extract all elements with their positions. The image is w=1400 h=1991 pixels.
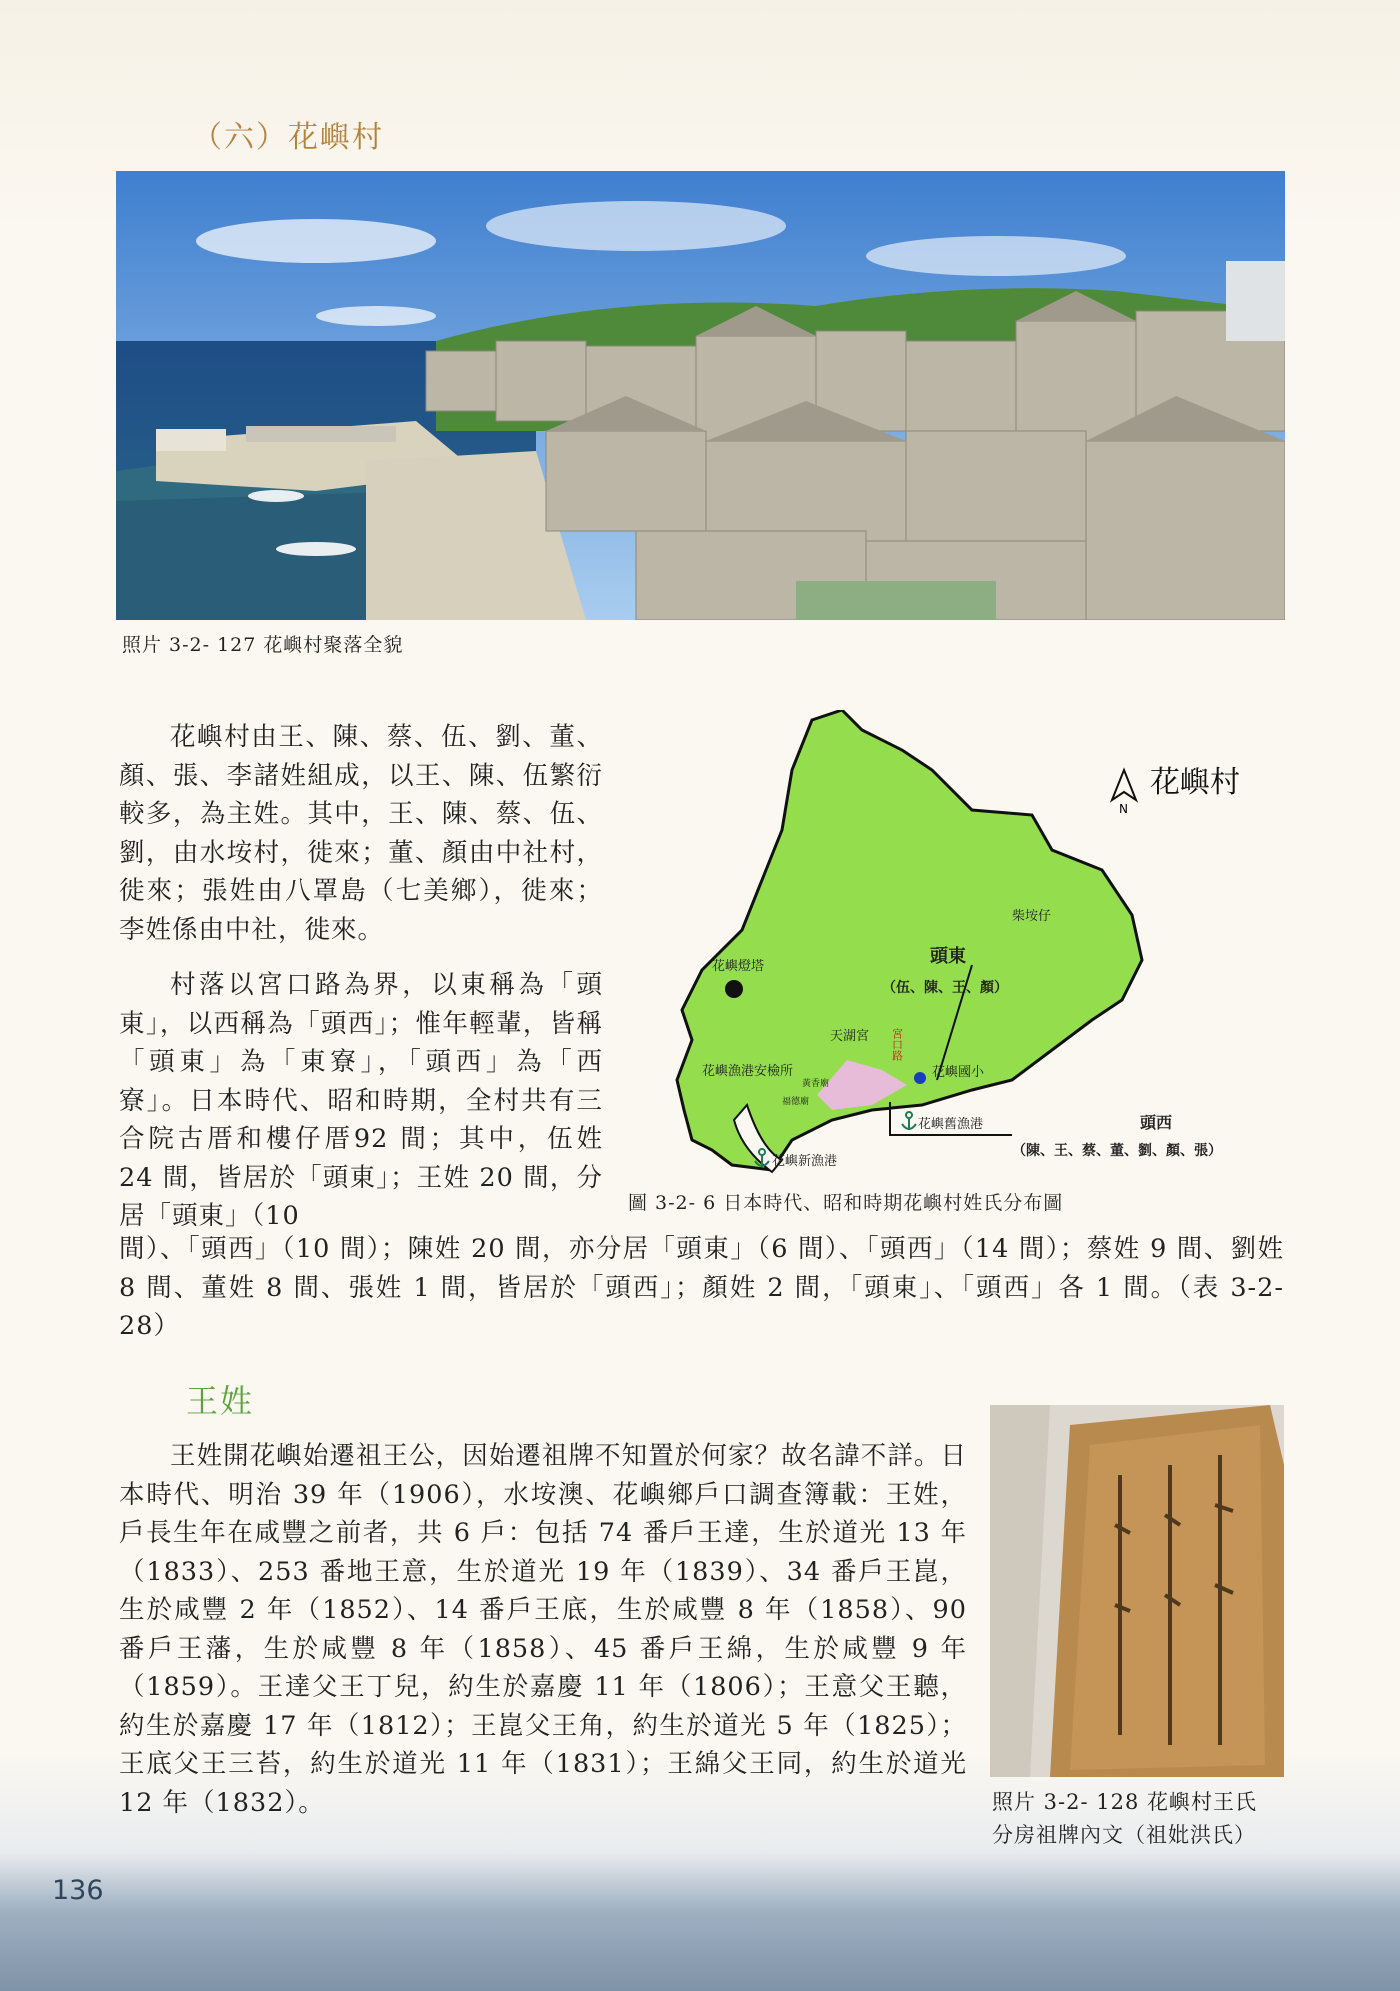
- label-tou-dong: 頭東: [930, 946, 966, 967]
- anchor-icon-old-port: [902, 1112, 916, 1130]
- page-number: 136: [52, 1875, 104, 1906]
- label-huangxiang-temple: 黃香廟: [802, 1079, 830, 1089]
- school-dot-icon: [914, 1072, 926, 1084]
- paragraph-surnames: 花嶼村由王、陳、蔡、伍、劉、董、顏、張、李諸姓組成，以王、陳、伍繁衍較多，為主姓。其中，王、陳、蔡、伍、劉，由水垵村，徙來；董、顏由中社村，徙來；張姓由八罩島（七美鄉），徙來；李姓係由中社，徙來。: [119, 722, 603, 945]
- map-title: 花嶼村: [1150, 765, 1240, 800]
- section-subheading: 王姓: [186, 1382, 255, 1420]
- svg-text:N: N: [1119, 802, 1128, 816]
- photo-caption: 照片 3-2- 127 花嶼村聚落全貌: [122, 634, 404, 656]
- label-fude-temple: 福德廟: [782, 1097, 810, 1107]
- label-new-port: 花嶼新漁港: [772, 1154, 838, 1169]
- caption-line-1: 照片 3-2- 128 花嶼村王氏: [992, 1790, 1258, 1814]
- label-school: 花嶼國小: [932, 1065, 985, 1080]
- section-title: （六）花嶼村: [192, 120, 384, 155]
- caption-line-2: 分房祖牌內文（祖妣洪氏）: [992, 1823, 1256, 1847]
- label-tou-xi: 頭西: [1140, 1113, 1173, 1132]
- north-arrow-icon: [1112, 770, 1136, 816]
- map-caption: 圖 3-2- 6 日本時代、昭和時期花嶼村姓氏分布圖: [628, 1192, 1064, 1214]
- paragraph-wang-surname: 王姓開花嶼始遷祖王公，因始遷祖牌不知置於何家？故名諱不詳。日本時代、明治 39 年（1906），水垵澳、花嶼鄉戶口調查簿載：王姓，戶長生年在咸豐之前者，共 6 戶：包括 74 番戶王達，生於道光 13 年（1833）、253 番地王意，生於道光 19 年（1839）、34 番戶王崑，生於咸豐 2 年（1852）、14 番戶王底，生於咸豐 8 年（1858）、90 番戶王藩，生於咸豐 8 年（1858）、45 番戶王綿，生於咸豐 9 年（1859）。王達父王丁兒，約生於嘉慶 11 年（1806）；王意父王聽，約生於嘉慶 17 年（1812）；王崑父王角，約生於道光 5 年（1825）；王底父王三苔，約生於道光 11 年（1831）；王綿父王同，約生於道光 12 年（1832）。: [119, 1441, 967, 1818]
- label-chaianzai: 柴垵仔: [1012, 909, 1052, 924]
- tablet-photo-caption: [992, 1786, 1288, 1852]
- lighthouse-icon: [725, 980, 743, 998]
- label-lighthouse: 花嶼燈塔: [712, 959, 765, 974]
- label-tou-xi-names: （陳、王、蔡、董、劉、顏、張）: [1012, 1143, 1222, 1159]
- surname-distribution-map: [672, 710, 1284, 1180]
- label-tou-dong-names: （伍、陳、王、顏）: [882, 980, 1008, 996]
- label-tianhu-temple: 天湖宮: [830, 1029, 870, 1044]
- ancestral-tablet-photo: [990, 1405, 1284, 1777]
- label-inspection: 花嶼漁港安檢所: [702, 1064, 794, 1079]
- paragraph-boundary: 村落以宮口路為界，以東稱為「頭東」，以西稱為「頭西」；惟年輕輩，皆稱「頭東」為「東寮」，「頭西」為「西寮」。日本時代、昭和時期，全村共有三合院古厝和樓仔厝92 間；其中，伍姓 24 間，皆居於「頭東」；王姓 20 間，分居「頭東」（10: [119, 970, 603, 1231]
- label-gongkou-road: 宮口路: [890, 1028, 904, 1061]
- paragraph-boundary-continued: 間）、「頭西」（10 間）；陳姓 20 間，亦分居「頭東」（6 間）、「頭西」（14 間）；蔡姓 9 間、劉姓 8 間、董姓 8 間、張姓 1 間，皆居於「頭西」；顏姓 2 間，「頭東」、「頭西」各 1 間。（表 3-2-28）: [119, 1234, 1284, 1341]
- village-panorama-photo: [116, 171, 1285, 620]
- label-old-port: 花嶼舊漁港: [918, 1117, 984, 1132]
- island-landmass: [677, 710, 1142, 1170]
